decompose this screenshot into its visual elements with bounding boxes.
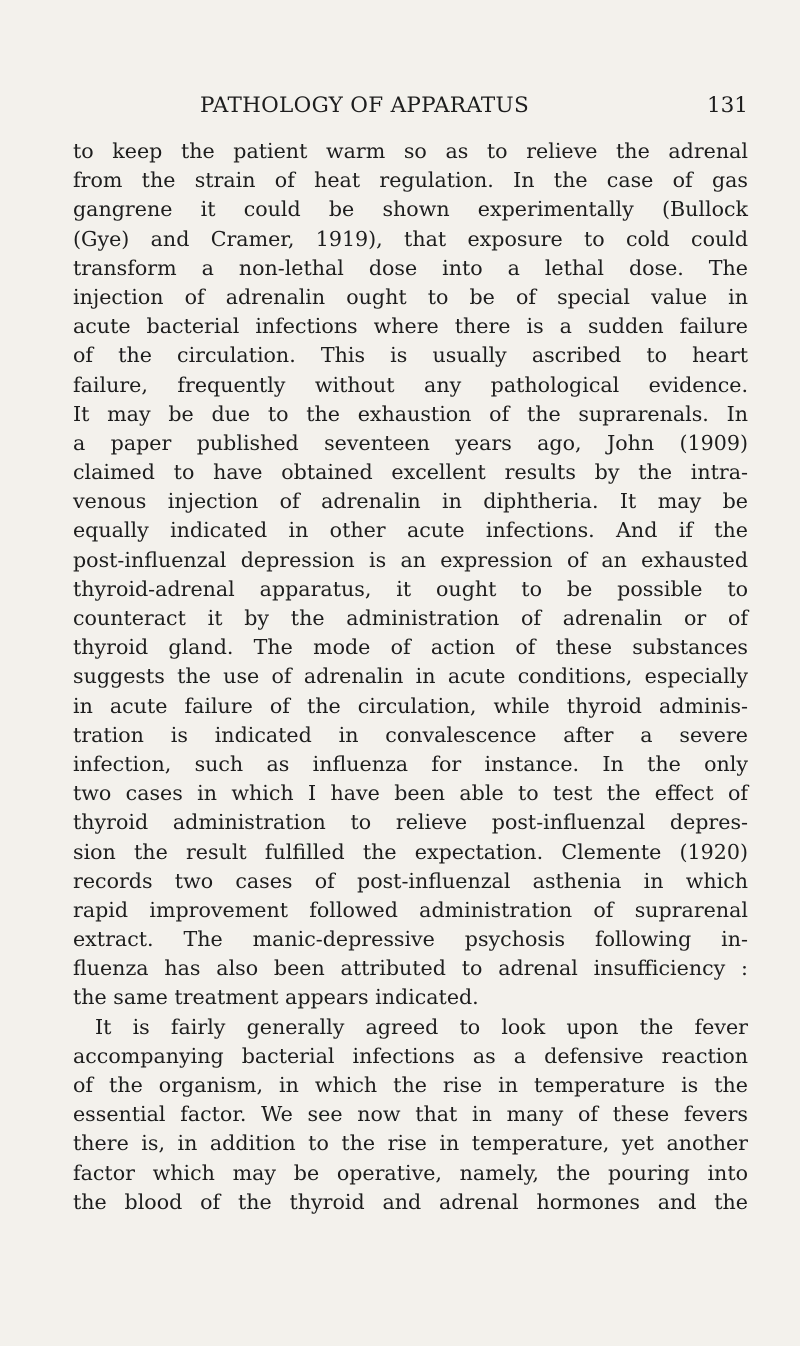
text-line: records two cases of post-influenzal asthenia in which bbox=[73, 868, 748, 893]
text-line: It may be due to the exhaustion of the suprarenals. In bbox=[73, 401, 748, 426]
text-line: injection of adrenalin ought to be of special value in bbox=[73, 284, 748, 309]
text-line: essential factor. We see now that in many of these fevers bbox=[73, 1102, 748, 1127]
page-header bbox=[200, 93, 748, 123]
text-line: thyroid gland. The mode of action of these substances bbox=[73, 635, 748, 660]
text-line: fluenza has also been attributed to adrenal insufficiency : bbox=[73, 956, 748, 981]
text-line: a paper published seventeen years ago, John (1909) bbox=[73, 430, 748, 455]
text-line: the same treatment appears indicated. bbox=[73, 985, 479, 1010]
text-line: thyroid-adrenal apparatus, it ought to be possible to bbox=[73, 576, 748, 601]
text-line: suggests the use of adrenalin in acute conditions, especially bbox=[73, 664, 748, 689]
text-line: infection, such as influenza for instance. In the only bbox=[73, 751, 748, 776]
text-line: acute bacterial infections where there is a sudden failure bbox=[73, 314, 748, 339]
text-line: the blood of the thyroid and adrenal hormones and the bbox=[73, 1189, 748, 1214]
text-line: post-influenzal depression is an expression of an exhausted bbox=[73, 547, 748, 572]
text-line: equally indicated in other acute infections. And if the bbox=[73, 518, 748, 543]
text-line: from the strain of heat regulation. In the case of gas bbox=[73, 168, 748, 193]
text-line: of the organism, in which the rise in temperature is the bbox=[73, 1073, 748, 1097]
text-line: counteract it by the administration of adrenalin or of bbox=[73, 606, 748, 630]
page-number: 131 bbox=[706, 93, 748, 118]
text-line: accompanying bacterial infections as a defensive reaction bbox=[73, 1043, 748, 1068]
text-line: venous injection of adrenalin in diphtheria. It may be bbox=[73, 489, 748, 514]
text-line: in acute failure of the circulation, while thyroid adminis- bbox=[73, 693, 748, 718]
text-line: there is, in addition to the rise in temperature, yet another bbox=[73, 1131, 748, 1156]
text-line: failure, frequently without any pathological evidence. bbox=[73, 372, 748, 397]
text-line: (Gye) and Cramer, 1919), that exposure to cold could bbox=[73, 226, 748, 251]
running-head: PATHOLOGY OF APPARATUS bbox=[200, 93, 530, 118]
text-line: tration is indicated in convalescence after a severe bbox=[73, 722, 748, 747]
text-line: sion the result fulfilled the expectation. Clemente (1920) bbox=[73, 839, 748, 864]
text-line: gangrene it could be shown experimentally (Bullock bbox=[73, 197, 748, 222]
text-line: It is fairly generally agreed to look upon the fever bbox=[95, 1014, 748, 1039]
text-line: rapid improvement followed administration of suprarenal bbox=[73, 897, 748, 922]
text-line: to keep the patient warm so as to relieve the adrenal bbox=[73, 139, 748, 163]
text-line: two cases in which I have been able to test the effect of bbox=[73, 781, 748, 806]
text-line: of the circulation. This is usually ascribed to heart bbox=[73, 343, 748, 368]
text-line: extract. The manic-depressive psychosis following in- bbox=[73, 927, 748, 952]
body-text bbox=[73, 137, 748, 1217]
text-line: factor which may be operative, namely, the pouring into bbox=[73, 1160, 748, 1185]
text-line: claimed to have obtained excellent results by the intra- bbox=[73, 460, 748, 485]
text-line: transform a non-lethal dose into a lethal dose. The bbox=[73, 255, 748, 280]
text-line: thyroid administration to relieve post-influenzal depres- bbox=[73, 810, 748, 835]
